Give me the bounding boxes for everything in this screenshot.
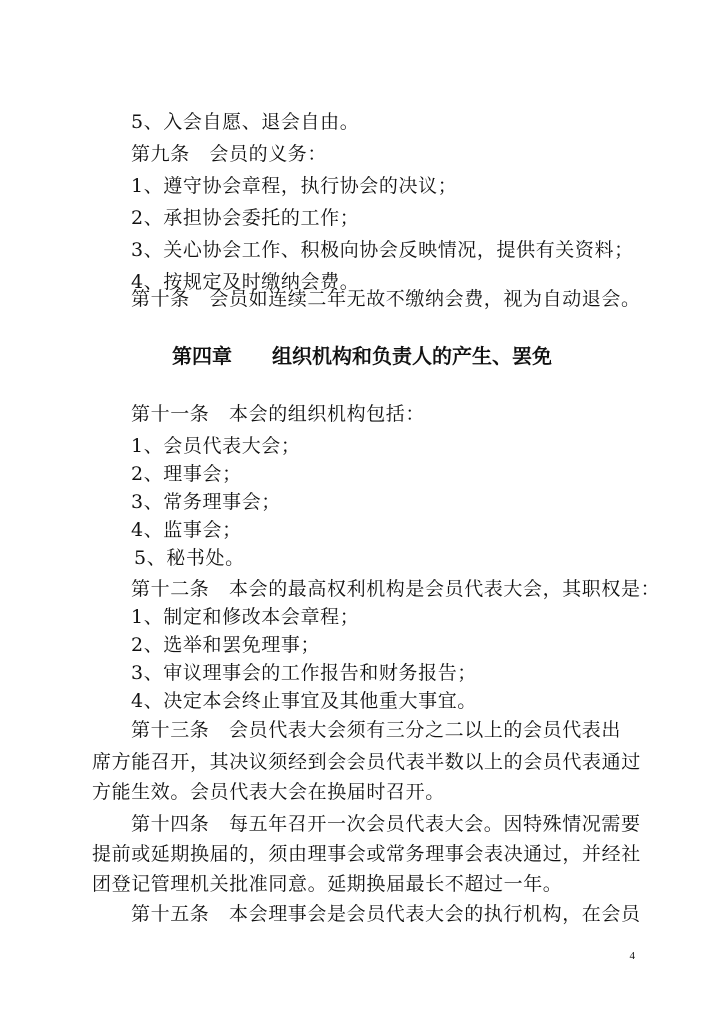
text-line: 2、承担协会委托的工作； — [131, 207, 360, 229]
text-line: 2、选举和罢免理事； — [131, 634, 321, 656]
text-line: 5、入会自愿、退会自由。 — [131, 111, 360, 133]
text-line: 3、关心协会工作、积极向协会反映情况，提供有关资料； — [131, 239, 634, 261]
text-line: 4、监事会； — [131, 519, 242, 541]
text-line: 2、理事会； — [131, 463, 242, 485]
text-line: 1、遵守协会章程，执行协会的决议； — [131, 175, 458, 197]
article-14-line: 第十四条 每五年召开一次会员代表大会。因特殊情况需要 — [131, 813, 641, 835]
text-line: 4、按规定及时缴纳会费。 — [131, 271, 360, 293]
article-9-title: 第九条 会员的义务： — [131, 143, 328, 165]
article-14-line: 团登记管理机关批准同意。延期换届最长不超过一年。 — [92, 873, 563, 895]
article-14-line: 提前或延期换届的，须由理事会或常务理事会表决通过，并经社 — [92, 843, 641, 865]
text-line: 3、常务理事会； — [131, 491, 281, 513]
text-line: 4、决定本会终止事宜及其他重大事宜。 — [131, 690, 477, 712]
text-line: 3、审议理事会的工作报告和财务报告； — [131, 662, 477, 684]
article-10-text: 第十条 会员如连续二年无故不缴纳会费，视为自动退会。 — [131, 288, 641, 310]
article-13-line: 第十三条 会员代表大会须有三分之二以上的会员代表出 — [131, 719, 622, 741]
text-line: 1、会员代表大会； — [131, 435, 301, 457]
text-line: 5、秘书处。 — [134, 547, 245, 569]
page-number: 4 — [629, 950, 635, 962]
article-13-line: 席方能召开，其决议须经到会会员代表半数以上的会员代表通过 — [92, 751, 641, 773]
text-line: 1、制定和修改本会章程； — [131, 606, 360, 628]
chapter-heading: 第四章 组织机构和负责人的产生、罢免 — [172, 344, 552, 368]
article-13-line: 方能生效。会员代表大会在换届时召开。 — [92, 781, 445, 803]
article-11-title: 第十一条 本会的组织机构包括： — [131, 403, 426, 425]
article-15-line: 第十五条 本会理事会是会员代表大会的执行机构，在会员 — [131, 903, 641, 925]
article-12-title: 第十二条 本会的最高权利机构是会员代表大会，其职权是： — [131, 578, 661, 600]
